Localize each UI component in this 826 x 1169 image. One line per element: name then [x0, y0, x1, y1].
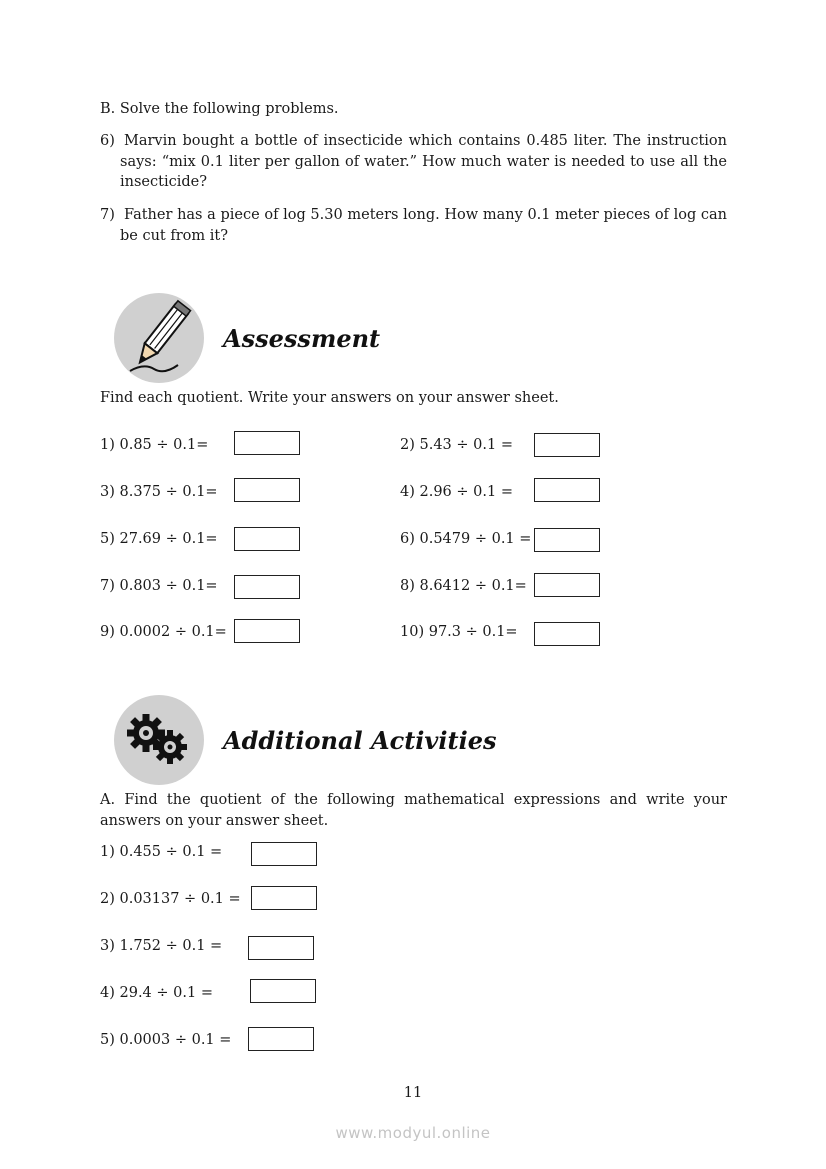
answer-box-3[interactable] — [234, 478, 300, 502]
additional-item-4: 4) 29.4 ÷ 0.1 = — [100, 985, 213, 1001]
assessment-item-4: 4) 2.96 ÷ 0.1 = — [400, 484, 513, 500]
additional-answer-box-4[interactable] — [250, 979, 316, 1003]
additional-answer-box-3[interactable] — [248, 936, 314, 960]
assessment-instruction: Find each quotient. Write your answers on your answer sheet. — [100, 390, 559, 406]
assessment-item-7: 7) 0.803 ÷ 0.1= — [100, 578, 218, 594]
section-b-title: B. Solve the following problems. — [100, 101, 339, 117]
page-number: 11 — [403, 1085, 423, 1101]
additional-item-1: 1) 0.455 ÷ 0.1 = — [100, 844, 223, 860]
problem-7-number: 7) — [100, 207, 115, 223]
additional-answer-box-2[interactable] — [251, 886, 317, 910]
additional-activities-heading: Additional Activities — [223, 726, 497, 755]
additional-item-5: 5) 0.0003 ÷ 0.1 = — [100, 1032, 232, 1048]
pencil-icon — [114, 293, 204, 383]
answer-box-5[interactable] — [234, 527, 300, 551]
answer-box-9[interactable] — [234, 619, 300, 643]
assessment-item-3: 3) 8.375 ÷ 0.1= — [100, 484, 218, 500]
problem-6-text: Marvin bought a bottle of insecticide which contains 0.485 liter. The instruction says: “mix 0.1 liter per gallon of water.” How much water is needed to use all the insecticide? — [120, 133, 727, 190]
problem-7-text: Father has a piece of log 5.30 meters long. How many 0.1 meter pieces of log can be cut from it? — [120, 207, 727, 244]
problem-6-number: 6) — [100, 133, 115, 149]
additional-answer-box-1[interactable] — [251, 842, 317, 866]
answer-box-1[interactable] — [234, 431, 300, 455]
assessment-item-6: 6) 0.5479 ÷ 0.1 = — [400, 531, 532, 547]
assessment-item-2: 2) 5.43 ÷ 0.1 = — [400, 437, 513, 453]
answer-box-7[interactable] — [234, 575, 300, 599]
answer-box-2[interactable] — [534, 433, 600, 457]
answer-box-10[interactable] — [534, 622, 600, 646]
additional-item-2: 2) 0.03137 ÷ 0.1 = — [100, 891, 241, 907]
additional-item-3: 3) 1.752 ÷ 0.1 = — [100, 938, 223, 954]
gears-icon — [114, 695, 204, 785]
assessment-item-1: 1) 0.85 ÷ 0.1= — [100, 437, 209, 453]
answer-box-6[interactable] — [534, 528, 600, 552]
assessment-heading: Assessment — [223, 324, 381, 353]
additional-instruction: A. Find the quotient of the following mathematical expressions and write your answers on your answer sheet. — [100, 792, 727, 829]
answer-box-8[interactable] — [534, 573, 600, 597]
assessment-item-5: 5) 27.69 ÷ 0.1= — [100, 531, 218, 547]
additional-answer-box-5[interactable] — [248, 1027, 314, 1051]
answer-box-4[interactable] — [534, 478, 600, 502]
assessment-item-8: 8) 8.6412 ÷ 0.1= — [400, 578, 527, 594]
assessment-item-10: 10) 97.3 ÷ 0.1= — [400, 624, 518, 640]
assessment-item-9: 9) 0.0002 ÷ 0.1= — [100, 624, 227, 640]
watermark: www.modyul.online — [335, 1124, 491, 1142]
